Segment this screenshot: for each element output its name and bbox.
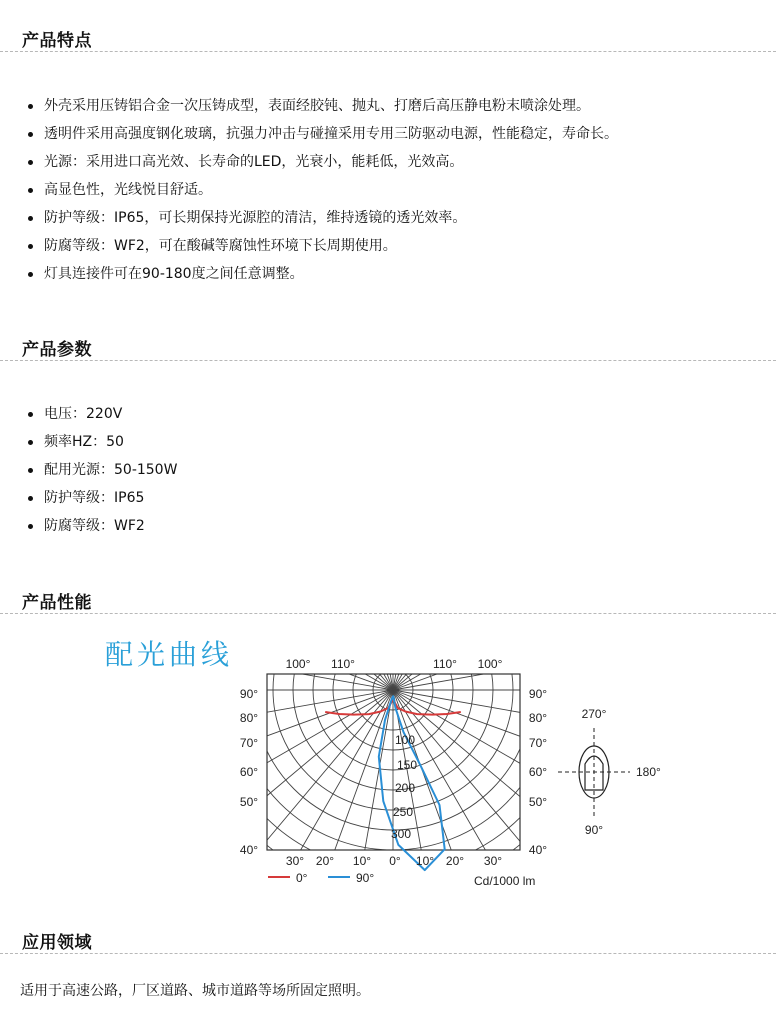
bottom-angle-label: 10° bbox=[352, 854, 372, 868]
inset-label-bottom: 90° bbox=[584, 823, 604, 837]
luminaire-inset bbox=[558, 707, 661, 837]
radial-value-label: 300 bbox=[390, 827, 412, 841]
params-divider bbox=[0, 360, 776, 361]
radial-value-label: 250 bbox=[392, 805, 414, 819]
bottom-angle-label: 30° bbox=[285, 854, 305, 868]
left-angle-label: 60° bbox=[239, 765, 259, 779]
right-angle-label: 80° bbox=[528, 711, 548, 725]
left-angle-label: 50° bbox=[239, 795, 259, 809]
bottom-angle-label: 20° bbox=[445, 854, 465, 868]
params-list bbox=[26, 400, 177, 540]
legend-label: 90° bbox=[356, 871, 375, 885]
right-angle-label: 50° bbox=[528, 795, 548, 809]
bottom-angle-label: 20° bbox=[315, 854, 335, 868]
grid-radial bbox=[390, 690, 593, 902]
list-item: 频率HZ：50 bbox=[26, 428, 177, 456]
radial-value-label: 100 bbox=[394, 733, 416, 747]
list-item: 外壳采用压铸铝合金一次压铸成型，表面经胶钝、抛丸、打磨后高压静电粉末喷涂处理。 bbox=[26, 92, 618, 120]
list-item: 防护等级：IP65，可长期保持光源腔的清洁，维持透镜的透光效率。 bbox=[26, 204, 618, 232]
application-divider bbox=[0, 953, 776, 954]
light-distribution-chart bbox=[100, 632, 680, 902]
right-angle-label: 60° bbox=[528, 765, 548, 779]
list-item: 高显色性，光线悦目舒适。 bbox=[26, 176, 618, 204]
list-item: 防护等级：IP65 bbox=[26, 484, 177, 512]
performance-divider bbox=[0, 613, 776, 614]
right-angle-label: 70° bbox=[528, 736, 548, 750]
list-item: 配用光源：50-150W bbox=[26, 456, 177, 484]
list-item: 透明件采用高强度钢化玻璃，抗强力冲击与碰撞采用专用三防驱动电源，性能稳定，寿命长。 bbox=[26, 120, 618, 148]
list-item: 光源：采用进口高光效、长寿命的LED，光衰小，能耗低，光效高。 bbox=[26, 148, 618, 176]
list-item: 防腐等级：WF2 bbox=[26, 512, 177, 540]
left-angle-label: 80° bbox=[239, 711, 259, 725]
grid-radial bbox=[390, 690, 465, 902]
unit-label: Cd/1000 lm bbox=[474, 874, 536, 888]
grid-radial bbox=[390, 690, 530, 902]
top-angle-label: 100° bbox=[477, 657, 503, 671]
list-item: 电压：220V bbox=[26, 400, 177, 428]
radial-value-label: 200 bbox=[394, 781, 416, 795]
performance-title: 产品性能 bbox=[22, 593, 92, 613]
bottom-angle-label: 0° bbox=[389, 854, 401, 868]
chart-title: 配光曲线 bbox=[105, 638, 234, 671]
grid-radial bbox=[256, 632, 393, 690]
left-angle-label: 70° bbox=[239, 736, 259, 750]
bottom-angle-label: 30° bbox=[483, 854, 503, 868]
list-item: 灯具连接件可在90-180度之间任意调整。 bbox=[26, 260, 618, 288]
right-angle-label: 90° bbox=[528, 687, 548, 701]
radial-value-label: 150 bbox=[396, 758, 418, 772]
top-angle-label: 110° bbox=[331, 657, 355, 671]
right-angle-label: 40° bbox=[528, 843, 548, 857]
left-angle-label: 40° bbox=[239, 843, 259, 857]
grid-radial bbox=[393, 632, 650, 690]
bottom-angle-label: 10° bbox=[415, 854, 435, 868]
legend-label: 0° bbox=[296, 871, 308, 885]
features-title: 产品特点 bbox=[22, 31, 92, 51]
params-title: 产品参数 bbox=[22, 340, 92, 360]
application-text: 适用于高速公路，厂区道路、城市道路等场所固定照明。 bbox=[20, 983, 370, 999]
application-title: 应用领域 bbox=[22, 933, 92, 953]
features-list bbox=[26, 92, 618, 288]
top-angle-label: 110° bbox=[433, 657, 457, 671]
list-item: 防腐等级：WF2，可在酸碱等腐蚀性环境下长周期使用。 bbox=[26, 232, 618, 260]
left-angle-label: 90° bbox=[239, 687, 259, 701]
inset-label-top: 270° bbox=[581, 707, 607, 721]
top-angle-label: 100° bbox=[285, 657, 311, 671]
chart-legend bbox=[268, 871, 374, 885]
inset-label-right: 180° bbox=[636, 765, 661, 779]
grid-radial bbox=[393, 632, 530, 690]
features-divider bbox=[0, 51, 776, 52]
